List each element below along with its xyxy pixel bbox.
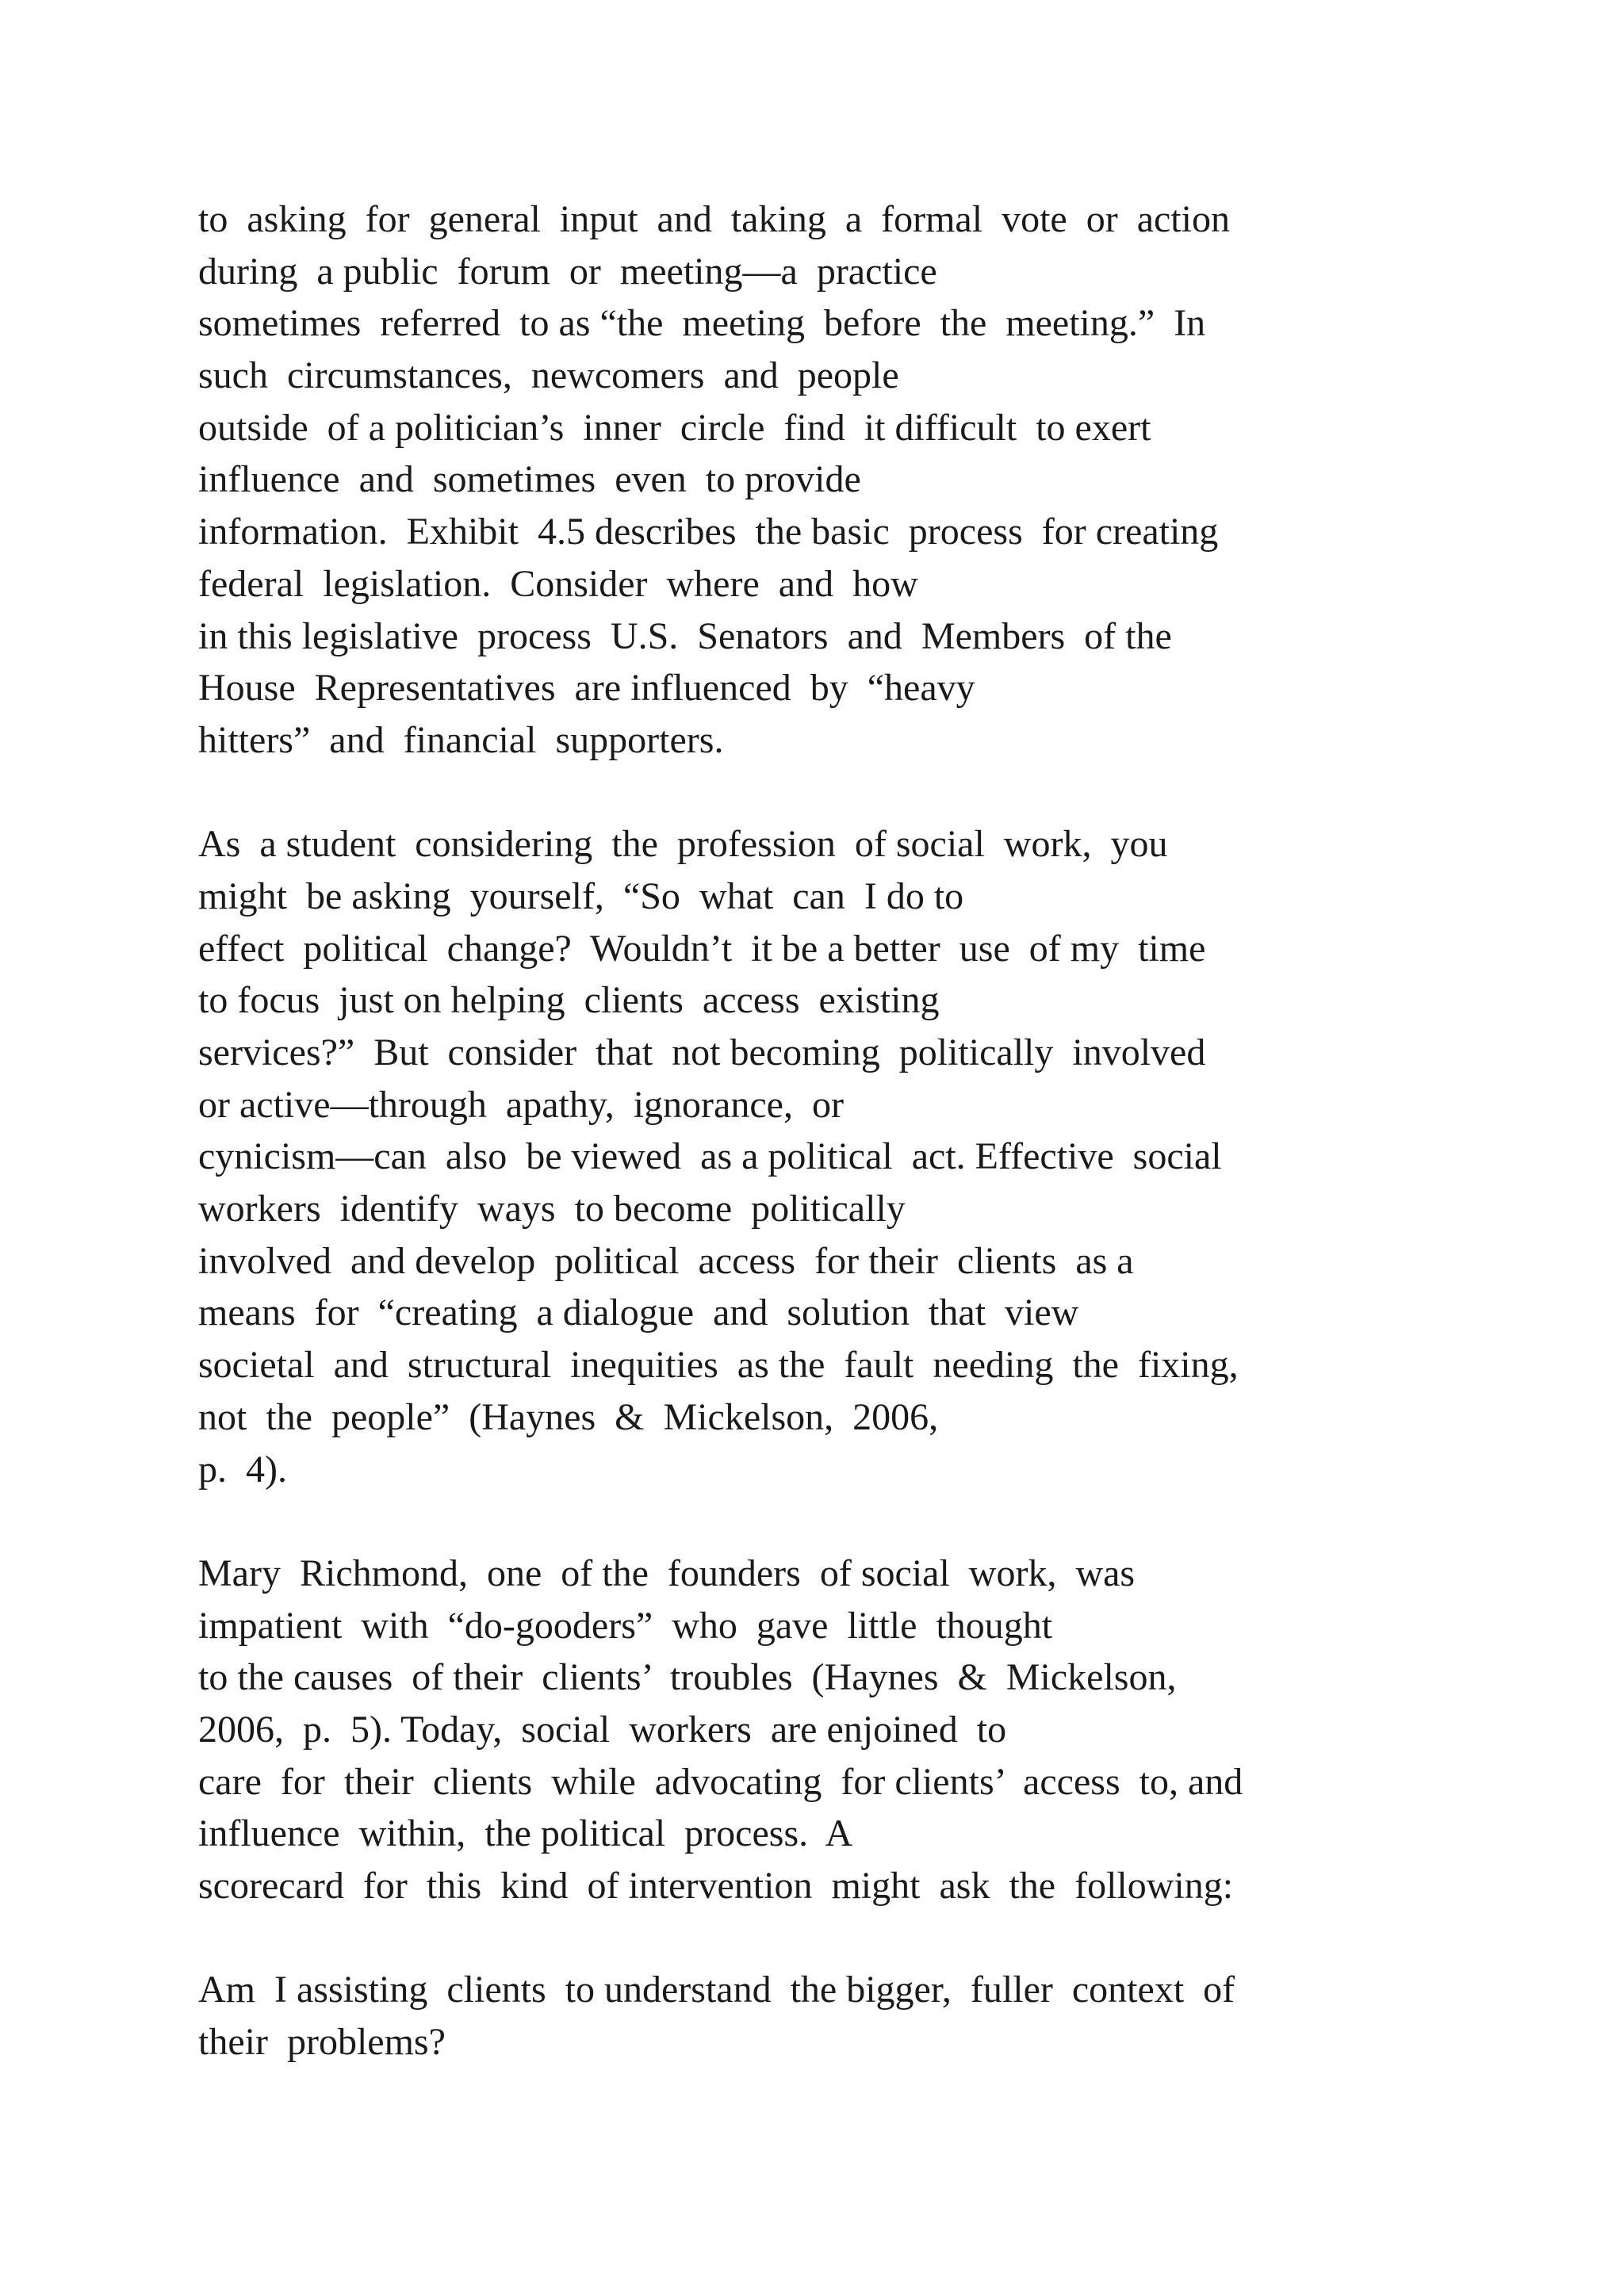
text-line: not the people” (Haynes & Mickelson, 2006, <box>198 1395 939 1438</box>
text-line: House Representatives are influenced by “heavy <box>198 667 975 710</box>
text-line: impatient with “do-gooders” who gave little thought <box>198 1604 1053 1647</box>
text-line: effect political change? Wouldn’t it be a better use of my time <box>198 927 1206 970</box>
paragraph-1 <box>198 193 1546 767</box>
paragraph-3 <box>198 1548 1546 1912</box>
text-line: involved and develop political access for their clients as a <box>198 1239 1134 1282</box>
text-line: Am I assisting clients to understand the bigger, fuller context of <box>198 1969 1235 2011</box>
text-line: hitters” and financial supporters. <box>198 718 724 761</box>
text-line: scorecard for this kind of intervention might ask the following: <box>198 1865 1234 1907</box>
text-line: workers identify ways to become politically <box>198 1188 906 1230</box>
text-line: or active—through apathy, ignorance, or <box>198 1083 844 1126</box>
text-line: their problems? <box>198 2021 446 2064</box>
text-line: Mary Richmond, one of the founders of social work, was <box>198 1552 1136 1594</box>
text-line: such circumstances, newcomers and people <box>198 354 899 397</box>
paragraph-gap <box>198 767 1546 819</box>
text-line: means for “creating a dialogue and solution that view <box>198 1292 1079 1334</box>
text-line: in this legislative process U.S. Senators and Members of the <box>198 614 1172 657</box>
text-line: influence and sometimes even to provide <box>198 458 861 501</box>
text-line: during a public forum or meeting—a practice <box>198 250 937 293</box>
paragraph-gap <box>198 1912 1546 1965</box>
text-line: 2006, p. 5). Today, social workers are enjoined to <box>198 1708 1007 1751</box>
text-line: outside of a politician’s inner circle find it difficult to exert <box>198 406 1151 449</box>
text-line: to the causes of their clients’ troubles (Haynes & Mickelson, <box>198 1656 1177 1699</box>
text-line: As a student considering the profession of social work, you <box>198 823 1168 866</box>
text-line: care for their clients while advocating for clients’ access to, and <box>198 1760 1243 1803</box>
paragraph-2 <box>198 818 1546 1495</box>
paragraph-4 <box>198 1964 1546 2068</box>
text-line: to asking for general input and taking a formal vote or action <box>198 198 1230 240</box>
text-line: to focus just on helping clients access existing <box>198 979 940 1022</box>
text-line: information. Exhibit 4.5 describes the basic process for creating <box>198 511 1219 553</box>
text-line: influence within, the political process. A <box>198 1812 853 1855</box>
text-line: sometimes referred to as “the meeting before the meeting.” In <box>198 302 1206 345</box>
text-line: might be asking yourself, “So what can I do to <box>198 874 964 917</box>
text-line: p. 4). <box>198 1448 287 1490</box>
body-text <box>198 193 1546 2068</box>
paragraph-gap <box>198 1495 1546 1548</box>
text-line: services?” But consider that not becoming politically involved <box>198 1031 1206 1073</box>
text-line: cynicism—can also be viewed as a political act. Effective social <box>198 1135 1222 1178</box>
text-line: societal and structural inequities as the fault needing the fixing, <box>198 1344 1239 1387</box>
text-line: federal legislation. Consider where and how <box>198 562 918 605</box>
